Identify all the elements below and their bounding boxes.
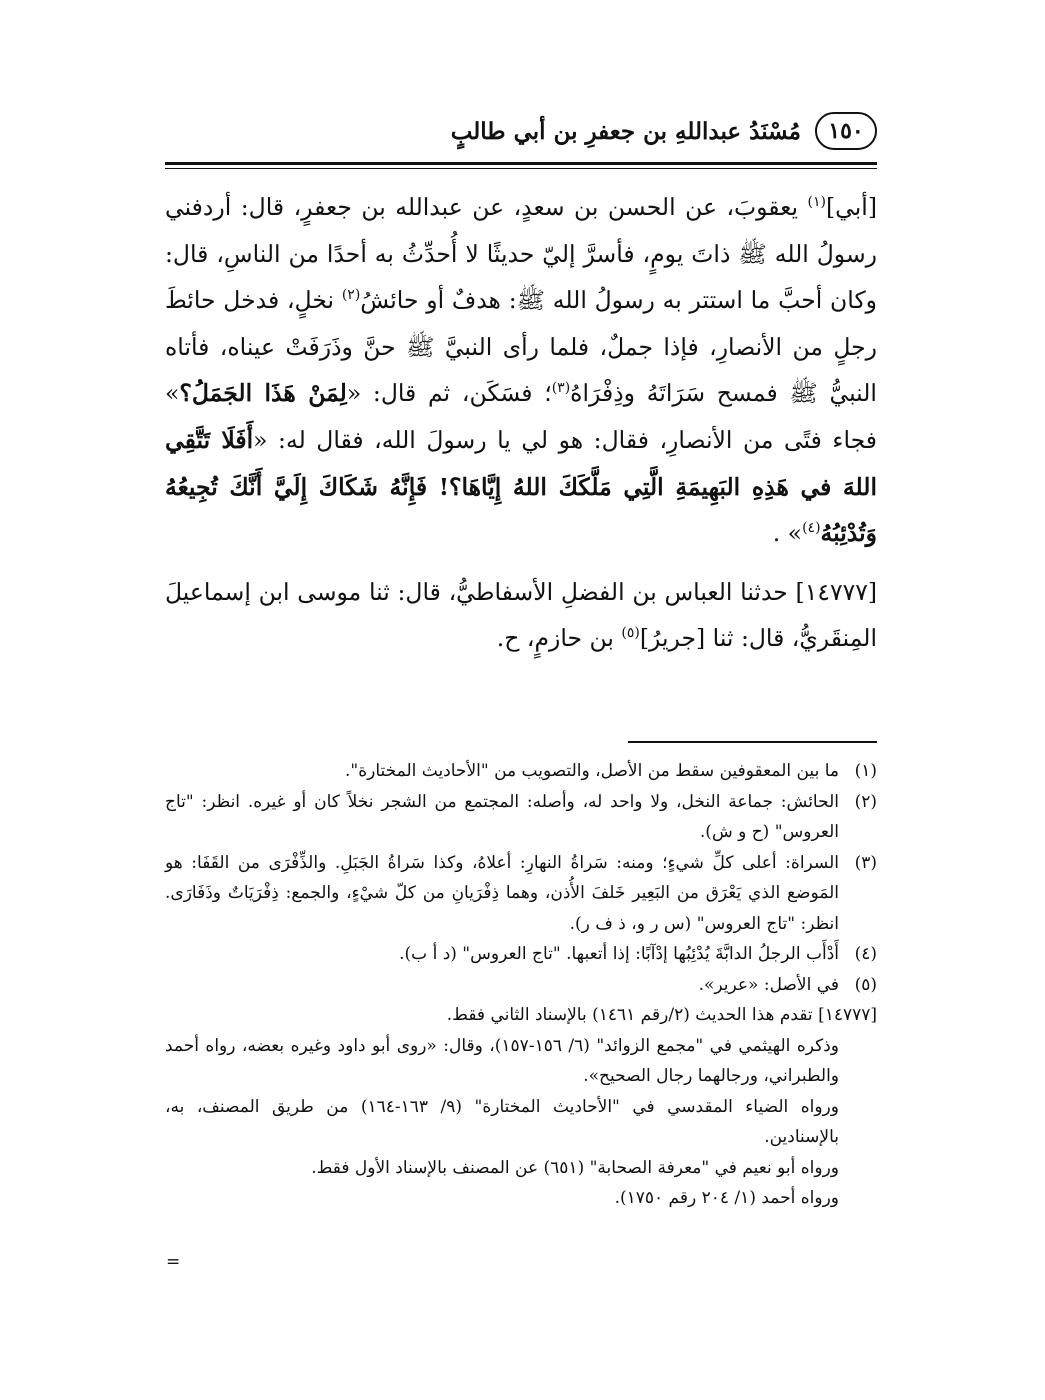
text-segment: نخلٍ، فدخل حائطَ رجلٍ من الأنصارِ، فإذا جملٌ، فلما رأى النبيَّ ﷺ حنَّ وذَرَفَتْ عيناه، فأتاه النبيُّ ﷺ فمسح سَرَاتَهُ وذِفْرَاهُ <box>165 286 877 408</box>
footnote-number: (٣) <box>854 852 877 873</box>
text-segment: ؛ فسَكَن، ثم قال: « <box>346 379 552 408</box>
footnote-number: (٥) <box>854 974 877 995</box>
footnote-ref-2: (٢) <box>341 287 361 304</box>
text-segment: [١٤٧٧٧] حدثنا العباس بن الفضلِ الأسفاطيُّ، قال: ثنا موسى ابن إسماعيلَ المِنقَريُّ، قال: ثنا [جريرُ] <box>165 577 877 653</box>
takhrij-line-5: ورواه أحمد (١/ ٢٠٤ رقم ١٧٥٠). <box>614 1188 839 1208</box>
takhrij-line-2: وذكره الهيثمي في "مجمع الزوائد" (٦/ ١٥٦-١٥٧)، وقال: «روى أبو داود وغيره بعضه، رواه أحمد والطبراني، ورجالهما رجال الصحيح». <box>165 1035 839 1086</box>
footnote-4 <box>165 939 877 970</box>
footnote-3 <box>165 848 877 940</box>
footnote-1 <box>165 756 877 787</box>
takhrij-line-4: ورواه أبو نعيم في "معرفة الصحابة" (٦٥١) عن المصنف بالإسناد الأول فقط. <box>311 1157 839 1178</box>
footnote-text: الحائش: جماعة النخل، ولا واحد له، وأصله: المجتمع من الشجر نخلاً كان أو غيره. انظر: "تاج العروس" (ح و ش). <box>165 791 839 842</box>
text-segment: [أبي] <box>826 193 877 221</box>
header-rule-thick <box>165 162 877 165</box>
takhrij-line-3: ورواه الضياء المقدسي في "الأحاديث المختارة" (٩/ ١٦٣-١٦٤) من طريق المصنف، به، بالإسنادين. <box>165 1096 839 1147</box>
footnotes <box>165 756 877 1214</box>
header-rule-thin <box>165 168 877 169</box>
footnote-ref-5: (٥) <box>621 625 640 642</box>
prophetic-quote-2: أَفَلَا تَتَّقِي اللهَ في هَذِهِ البَهِيمَةِ الَّتِي مَلَّكَكَ اللهُ إِيَّاهَا؟! فَإِنَّهُ شَكَاكَ إِلَيَّ أَنَّكَ تُجِيعُهُ وَتُدْئِبُهُ <box>165 425 877 548</box>
continuation-mark: = <box>166 1252 181 1272</box>
text-segment: يعقوبَ، عن الحسن بن سعدٍ، عن عبدالله بن جعفرٍ، قال: أردفني رسولُ الله ﷺ ذاتَ يومٍ، فأسرَّ إليّ حديثًا لا أُحدِّثُ به أحدًا من الناسِ، قال: وكان أحبَّ ما استتر به رسولُ الله ﷺ: هدفٌ أو حائشُ <box>165 193 877 315</box>
hadith-paragraph-2 <box>165 569 877 662</box>
footnote-ref-1: (١) <box>807 194 826 211</box>
footnote-text: أَدْأَب الرجلُ الدابَّةَ يُدْئِبُها إدْآبًا: إذا أتعبها. "تاج العروس" (د أ ب). <box>399 944 839 964</box>
footnote-2 <box>165 787 877 848</box>
footnote-separator <box>628 741 877 743</box>
takhrij-heading: [١٤٧٧٧] تقدم هذا الحديث (٢/رقم ١٤٦١) بالإسناد الثاني فقط. <box>446 1005 877 1025</box>
text-segment: بن حازمٍ، ح. <box>496 624 622 653</box>
footnote-number: (١) <box>854 761 877 781</box>
footnote-number: (٢) <box>854 791 877 812</box>
hadith-paragraph-1 <box>165 184 877 557</box>
text-segment: » فجاء فتًى من الأنصارِ، فقال: هو لي يا رسولَ الله، فقال له: « <box>165 379 878 454</box>
text-segment: » . <box>772 519 803 548</box>
footnote-text: في الأصل: «عرير». <box>698 974 839 995</box>
footnote-text: السراة: أعلى كلِّ شيءٍ؛ ومنه: سَراةُ النهارِ: أعلاهُ، وكذا سَراةُ الجَبَلِ. والذِّفْرَى من القَفَا: هو المَوضع الذي يَعْرَق من البَعِير خَلفَ الأُذن، وهما ذِفْرَيانِ من كلّ شيْءٍ، والجمع: ذِفْرَيَاتٌ وذَفَارَى. انظر: "تاج العروس" (س ر و، ذ ف ر). <box>165 852 839 934</box>
footnote-text: ما بين المعقوفين سقط من الأصل، والتصويب من "الأحاديث المختارة". <box>345 761 839 781</box>
page-number: ١٥٠ <box>815 112 877 150</box>
main-text <box>165 184 877 662</box>
footnote-number: (٤) <box>854 944 877 964</box>
footnote-ref-3: (٣) <box>551 380 571 397</box>
page-header <box>165 108 877 154</box>
prophetic-quote-1: لِمَنْ هَذَا الجَمَلُ؟ <box>179 379 347 408</box>
footnote-5 <box>165 970 877 1001</box>
footnote-ref-4: (٤) <box>802 520 821 537</box>
running-title: مُسْنَدُ عبداللهِ بن جعفرِ بن أبي طالبٍ <box>450 117 801 145</box>
